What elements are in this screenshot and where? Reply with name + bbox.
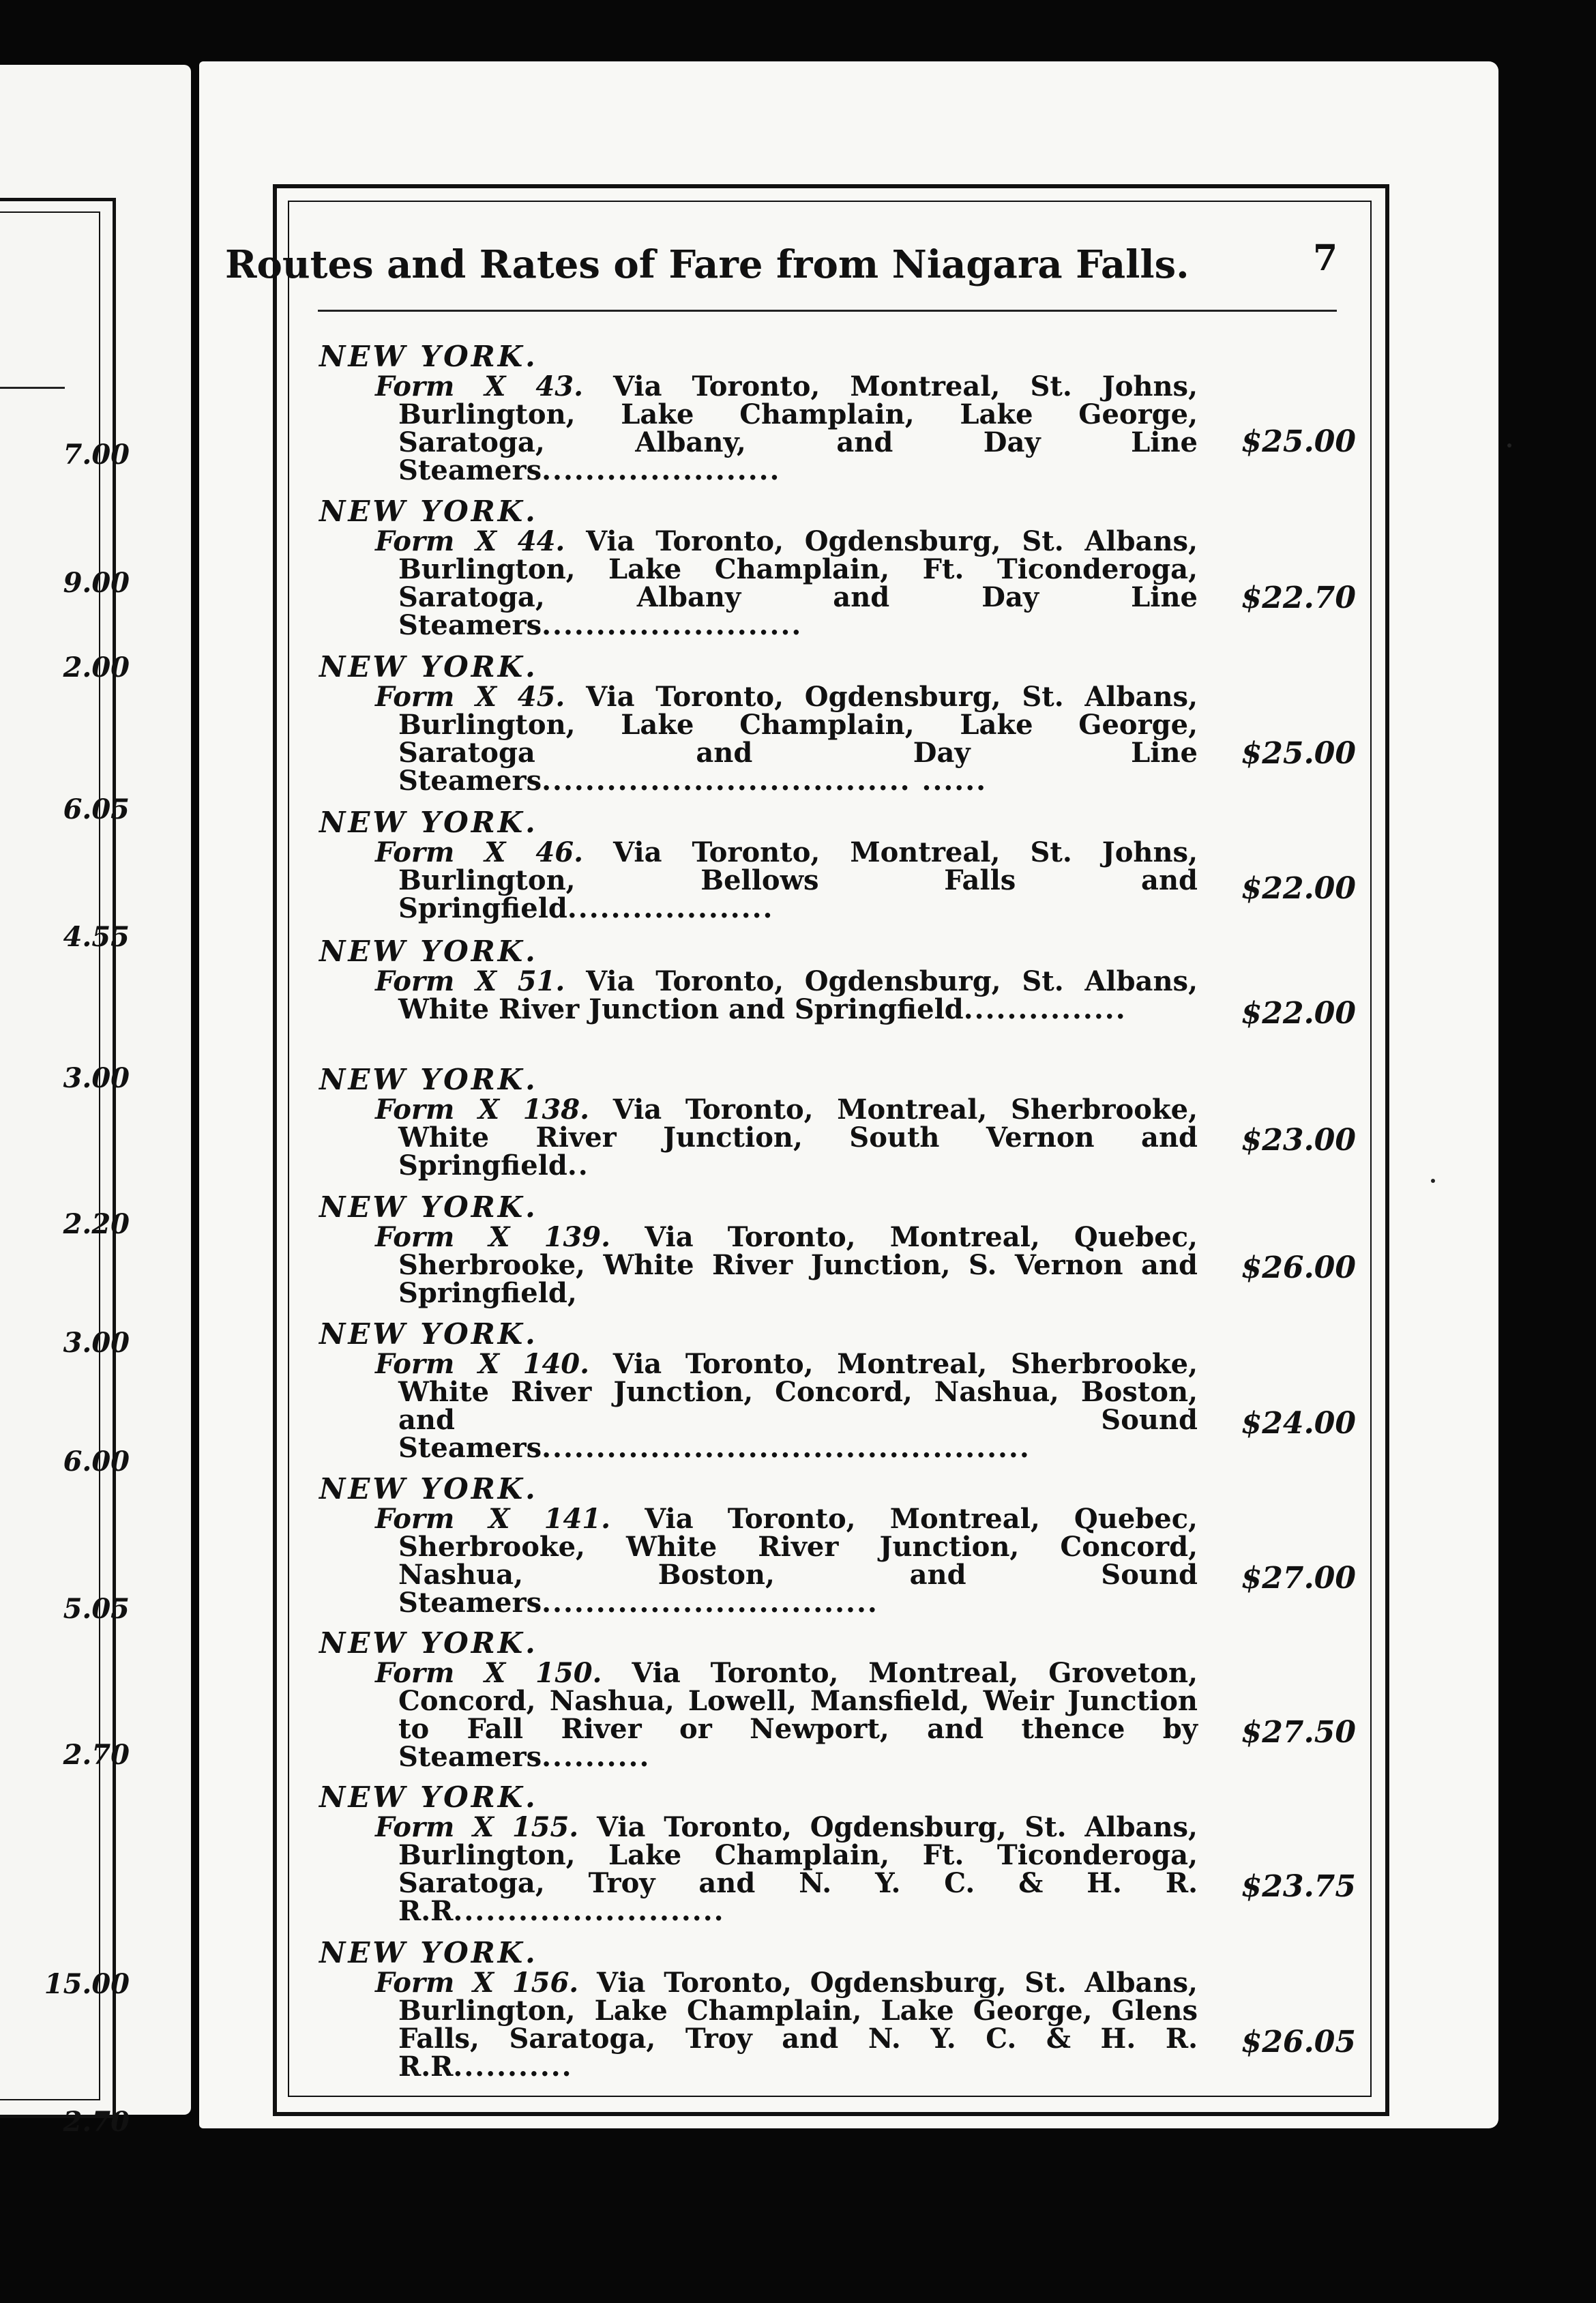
route-text: Via Toronto, Ogdensburg, St. Albans, Burlington, Lake Champlain, Ft. Ticonderoga, Saratoga, Troy and N. Y. C. & H. R. R.R [398,1811,1198,1927]
route-text: Via Toronto, Montreal, Sherbrooke, White River Junction, South Vernon and Springfield [398,1094,1198,1182]
route-text: Via Toronto, Montreal, St. Johns, Burlington, Bellows Falls and Springfield [398,836,1198,924]
form-number: Form X 45. [375,681,565,713]
left-fare-value: 7.00 [63,439,130,471]
leader-dots: .. [567,1149,589,1182]
route-text: Via Toronto, Montreal, Sherbrooke, White River Junction, Concord, Nashua, Boston, and Sound Steamers [398,1348,1198,1464]
form-number: Form X 141. [375,1503,611,1535]
page-title: Routes and Rates of Fare from Niagara Falls. [225,242,1189,287]
leader-dots: ............................................. [542,1432,1031,1464]
fare-entry [319,1937,1356,2081]
form-number: Form X 139. [375,1221,611,1253]
fare-entry [319,1628,1356,1771]
route-text: Via Toronto, Montreal, Quebec, Sherbrooke, White River Junction, Concord, Nashua, Boston, and Sound Steamers [398,1503,1198,1619]
destination: NEW YORK. [319,1780,538,1814]
left-fare-value: 2.20 [63,1208,130,1240]
left-fare-value: 2.00 [63,651,130,684]
left-fare-value: 6.00 [63,1446,130,1478]
destination: NEW YORK. [319,1190,538,1224]
leader-dots: ........... [453,2051,573,2083]
route-description [375,527,1198,639]
fare-amount: $27.00 [1241,1561,1356,1596]
form-number: Form X 140. [375,1348,590,1380]
leader-dots: .......... [542,1741,651,1773]
title-rule [318,310,1337,312]
fare-entry [319,1473,1356,1617]
left-fare-value: 2.70 [63,2106,130,2138]
route-text: Via Toronto, Montreal, Groveton, Concord, Nashua, Lowell, Mansfield, Weir Junction to Fall River or Newport, and thence by Steamers [398,1657,1198,1773]
left-fare-value: 3.00 [63,1327,130,1359]
destination: NEW YORK. [319,495,538,528]
fare-amount: $22.70 [1241,581,1356,615]
fare-amount: $25.00 [1241,736,1356,771]
route-text: Via Toronto, Montreal, Quebec, Sherbrooke, White River Junction, S. Vernon and Springfield, [398,1221,1198,1309]
form-number: Form X 138. [375,1094,590,1126]
fare-entry [319,1782,1356,1925]
route-description [375,1969,1198,2081]
leader-dots: .................................. ...... [542,765,988,797]
left-fare-value: 6.05 [63,793,130,825]
book-gutter [191,65,199,2115]
form-number: Form X 150. [375,1657,602,1689]
fare-entry [319,496,1356,639]
fare-entry [319,341,1356,484]
fare-amount: $23.00 [1241,1123,1356,1158]
fare-amount: $27.50 [1241,1715,1356,1750]
left-fare-value: 5.05 [63,1593,130,1625]
route-description [375,967,1198,1023]
route-description [375,1223,1198,1307]
fare-entry [319,651,1356,795]
route-text: Via Toronto, Ogdensburg, St. Albans, Burlington, Lake Champlain, Lake George, Saratoga and Day Line Steamers [398,681,1198,797]
form-number: Form X 43. [375,370,583,402]
leader-dots: ...................... [542,454,781,486]
form-number: Form X 51. [375,965,565,997]
speck [1431,1179,1435,1183]
left-page-frame-inner [0,211,100,2100]
form-number: Form X 156. [375,1967,579,1999]
route-description [375,1659,1198,1771]
route-description [375,1505,1198,1617]
destination: NEW YORK. [319,806,538,839]
fare-amount: $23.75 [1241,1869,1356,1904]
route-description [375,372,1198,484]
fare-amount: $22.00 [1241,996,1356,1031]
route-description [375,683,1198,795]
destination: NEW YORK. [319,1936,538,1969]
destination: NEW YORK. [319,935,538,968]
form-number: Form X 46. [375,836,583,868]
route-description [375,1350,1198,1462]
leader-dots: ............... [963,993,1127,1025]
fare-entry [319,1192,1356,1307]
destination: NEW YORK. [319,340,538,373]
route-description [375,1813,1198,1925]
left-fare-value: 9.00 [63,567,130,599]
route-text: Via Toronto, Ogdensburg, St. Albans, White River Junction and Springfield [398,965,1198,1025]
destination: NEW YORK. [319,1472,538,1506]
leader-dots: ......................... [453,1895,725,1927]
fare-amount: $25.00 [1241,424,1356,459]
destination: NEW YORK. [319,1626,538,1660]
fare-entry [319,1319,1356,1462]
left-fare-value: 15.00 [44,1968,130,2000]
route-description [375,838,1198,922]
left-page [0,65,191,2138]
route-text: Via Toronto, Ogdensburg, St. Albans, Burlington, Lake Champlain, Lake George, Glens Falls, Saratoga, Troy and N. Y. C. & H. R. R.R [398,1967,1198,2083]
speck [1507,443,1511,448]
left-fare-value: 2.70 [63,1739,130,1771]
fare-entry [319,935,1356,1031]
fare-amount: $22.00 [1241,871,1356,906]
fare-entry [319,1063,1356,1182]
destination: NEW YORK. [319,1063,538,1096]
fare-entry [319,807,1356,922]
form-number: Form X 44. [375,525,565,557]
fare-amount: $26.00 [1241,1250,1356,1285]
page-number: 7 [1313,237,1338,279]
leader-dots: ........................ [542,609,803,641]
form-number: Form X 155. [375,1811,579,1843]
route-description [375,1094,1198,1182]
fare-amount: $24.00 [1241,1406,1356,1441]
destination: NEW YORK. [319,650,538,684]
leader-dots: ................... [567,892,774,924]
left-fare-value: 4.55 [63,921,130,953]
destination: NEW YORK. [319,1317,538,1351]
left-fare-value: 3.00 [63,1062,130,1094]
route-text: Via Toronto, Montreal, St. Johns, Burlington, Lake Champlain, Lake George, Saratoga, Albany, and Day Line Steamers [398,370,1198,486]
fare-amount: $26.05 [1241,2025,1356,2059]
leader-dots: ............................... [542,1587,878,1619]
route-text: Via Toronto, Ogdensburg, St. Albans, Burlington, Lake Champlain, Ft. Ticonderoga, Saratoga, Albany and Day Line Steamers [398,525,1198,641]
left-page-rule [0,387,65,389]
